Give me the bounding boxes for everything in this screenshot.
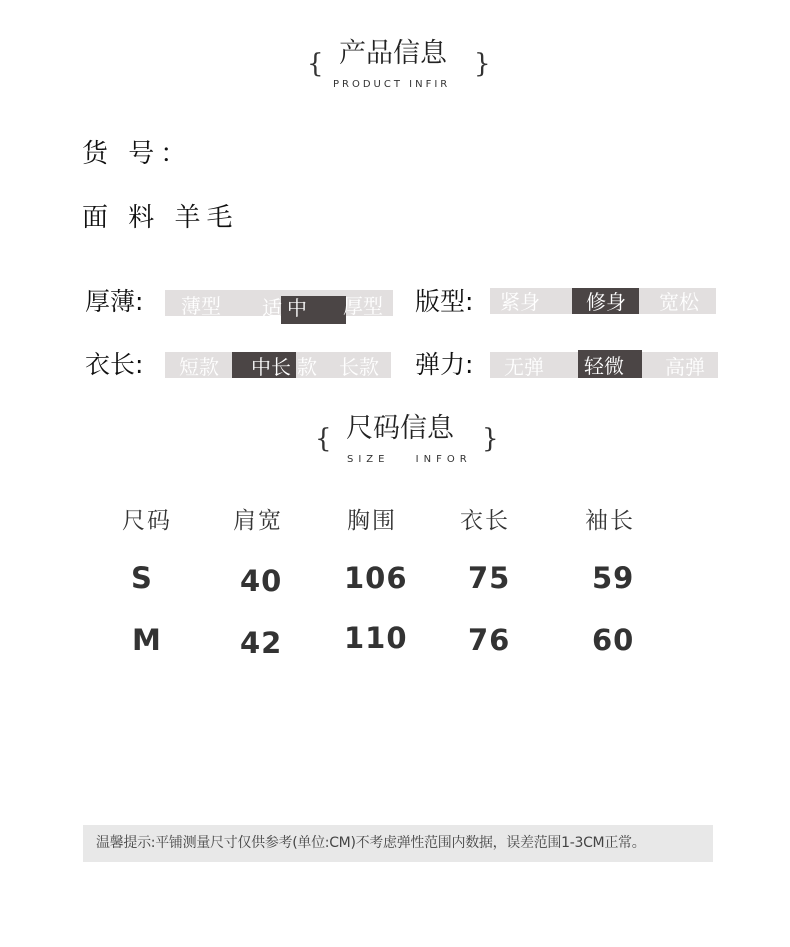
table-cell: S bbox=[131, 561, 153, 595]
length-option-selected: 中长 bbox=[251, 355, 291, 379]
section-title: 产品信息 bbox=[339, 38, 447, 69]
thickness-option: 薄型 bbox=[181, 294, 221, 318]
table-cell: 75 bbox=[468, 561, 511, 595]
column-header: 袖长 bbox=[585, 508, 635, 534]
measurement-note-box bbox=[83, 825, 713, 862]
fit-option: 宽松 bbox=[659, 290, 699, 314]
fabric: 面 料 羊毛 bbox=[82, 203, 239, 233]
table-cell: 76 bbox=[468, 623, 511, 657]
table-cell: 106 bbox=[344, 561, 408, 595]
table-cell: 40 bbox=[240, 564, 283, 598]
thickness-option-selected: 中 bbox=[287, 296, 307, 320]
elasticity-option: 高弹 bbox=[665, 355, 705, 379]
fit-option-selected: 修身 bbox=[586, 290, 626, 314]
thickness-option: 厚型 bbox=[343, 294, 383, 318]
length-option: 长款 bbox=[339, 355, 379, 379]
elasticity-option-selected: 轻微 bbox=[584, 354, 624, 378]
left-brace: { bbox=[307, 49, 324, 79]
section-title: 尺码信息 bbox=[346, 413, 454, 444]
thickness-label: 厚薄: bbox=[85, 287, 144, 316]
table-cell: 60 bbox=[592, 623, 635, 657]
left-brace: { bbox=[315, 424, 332, 454]
column-header: 胸围 bbox=[347, 508, 397, 534]
fit-option: 紧身 bbox=[500, 290, 540, 314]
measurement-note: 温馨提示:平铺测量尺寸仅供参考(单位:CM)不考虑弹性范围内数据，误差范围1-3CM正常。 bbox=[96, 835, 646, 851]
elasticity-label: 弹力: bbox=[415, 350, 474, 379]
right-brace: } bbox=[474, 49, 491, 79]
right-brace: } bbox=[482, 424, 499, 454]
table-cell: 110 bbox=[344, 621, 408, 655]
length-option: 短款 bbox=[179, 355, 219, 379]
section-subtitle: PRODUCT INFIR bbox=[333, 79, 451, 90]
thickness-option: 适 bbox=[262, 296, 282, 320]
column-header: 肩宽 bbox=[233, 508, 283, 534]
length-label: 衣长: bbox=[85, 350, 144, 379]
section-subtitle: SIZE INFOR bbox=[347, 454, 472, 465]
table-cell: M bbox=[132, 623, 162, 657]
table-cell: 59 bbox=[592, 561, 635, 595]
column-header: 衣长 bbox=[460, 508, 510, 534]
item-number: 货 号： bbox=[82, 139, 193, 169]
elasticity-option: 无弹 bbox=[504, 355, 544, 379]
fit-label: 版型: bbox=[415, 287, 474, 316]
table-cell: 42 bbox=[240, 626, 283, 660]
column-header: 尺码 bbox=[122, 508, 172, 534]
length-option: 款 bbox=[297, 355, 317, 379]
